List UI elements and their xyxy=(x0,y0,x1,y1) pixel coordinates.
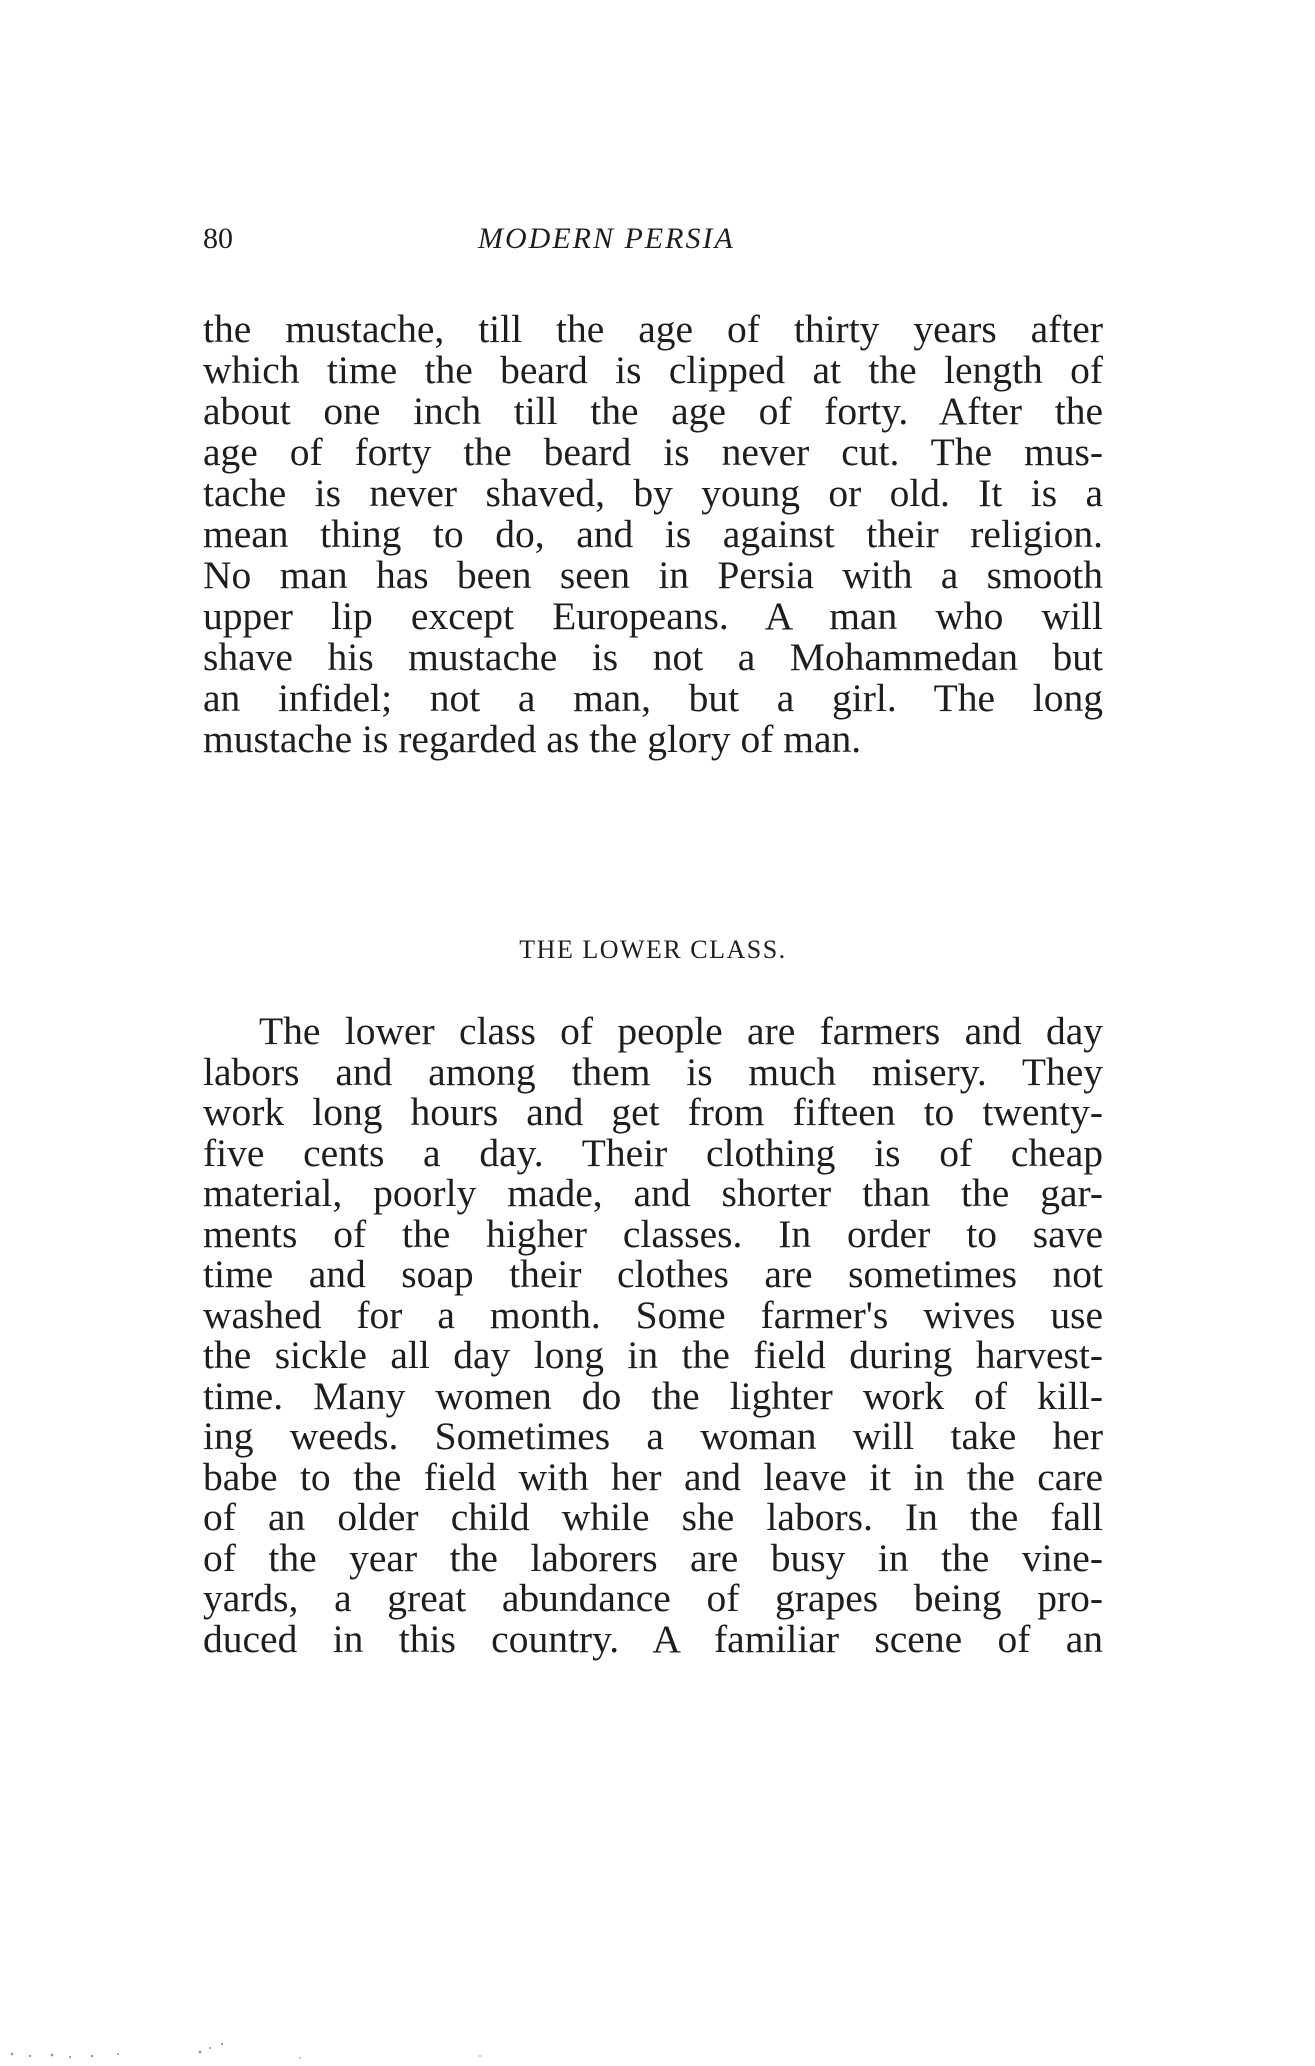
text-line: of an older child while she labors. In the fall xyxy=(203,1495,1103,1539)
text-line: upper lip except Europeans. A man who will xyxy=(203,594,1103,638)
text-line: ments of the higher classes. In order to save xyxy=(203,1211,1103,1256)
text-line: work long hours and get from fifteen to twenty- xyxy=(203,1090,1103,1134)
text-line: babe to the field with her and leave it in the care xyxy=(203,1454,1103,1499)
text-line: The lower class of people are farmers and day xyxy=(259,1009,1103,1053)
text-line: the mustache, till the age of thirty years after xyxy=(203,307,1103,351)
text-line: material, poorly made, and shorter than the gar- xyxy=(203,1171,1103,1215)
text-line: which time the beard is clipped at the length of xyxy=(203,348,1103,392)
section-heading: THE LOWER CLASS. xyxy=(519,935,787,964)
text-line: age of forty the beard is never cut. The mus- xyxy=(203,430,1103,474)
text-line: time and soap their clothes are sometimes not xyxy=(203,1252,1103,1296)
text-line: labors and among them is much misery. They xyxy=(203,1049,1103,1094)
text-line: duced in this country. A familiar scene of an xyxy=(203,1616,1103,1661)
text-line: of the year the laborers are busy in the vine- xyxy=(203,1535,1103,1580)
text-line: yards, a great abundance of grapes being pro- xyxy=(203,1576,1103,1620)
text-line: tache is never shaved, by young or old. It is a xyxy=(203,471,1103,515)
text-line: time. Many women do the lighter work of kill- xyxy=(203,1373,1103,1418)
text-line: mustache is regarded as the glory of man. xyxy=(203,717,862,761)
text-line: the sickle all day long in the field during harvest- xyxy=(203,1333,1103,1377)
text-line: five cents a day. Their clothing is of cheap xyxy=(203,1130,1103,1175)
text-line: ing weeds. Sometimes a woman will take her xyxy=(203,1414,1103,1458)
running-head xyxy=(203,222,1103,262)
page-number: 80 xyxy=(203,222,233,255)
text-line: mean thing to do, and is against their religion. xyxy=(203,512,1103,556)
scan-noise-specks xyxy=(0,2026,1315,2066)
text-line: about one inch till the age of forty. After the xyxy=(203,389,1103,433)
text-line: No man has been seen in Persia with a smooth xyxy=(203,553,1103,597)
text-line: an infidel; not a man, but a girl. The long xyxy=(203,676,1103,720)
text-line: shave his mustache is not a Mohammedan but xyxy=(203,635,1103,679)
text-line: washed for a month. Some farmer's wives use xyxy=(203,1292,1103,1337)
running-title: MODERN PERSIA xyxy=(478,222,735,255)
